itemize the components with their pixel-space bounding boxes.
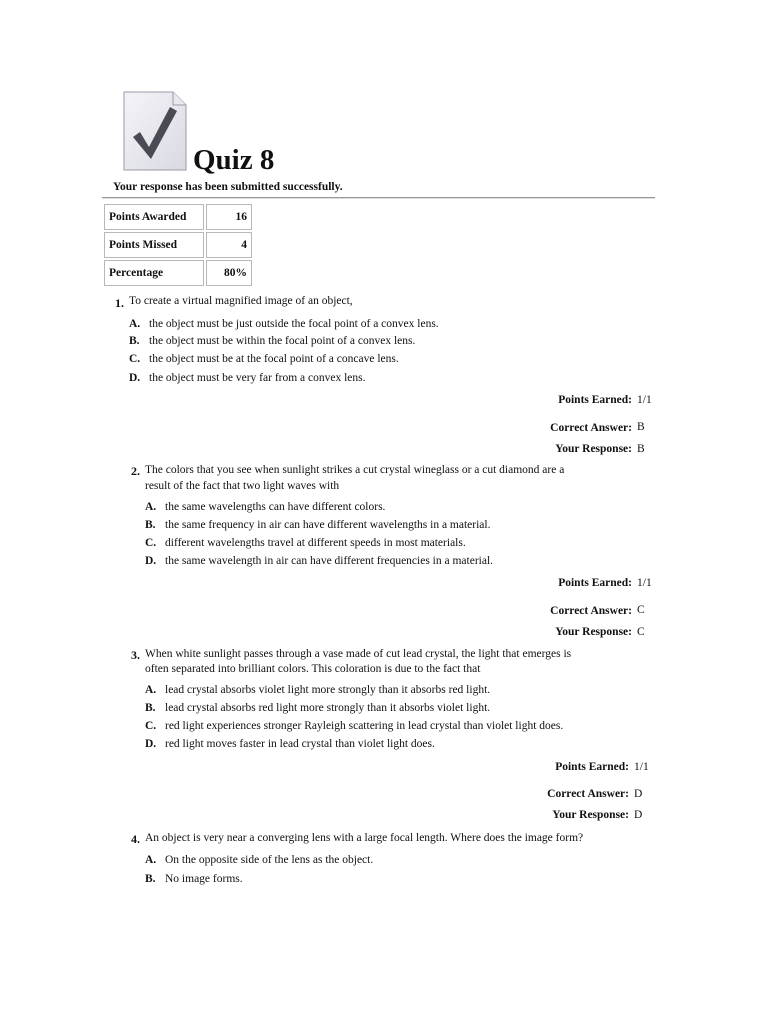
points-earned-value: 1/1 bbox=[634, 761, 649, 773]
option-text: No image forms. bbox=[165, 873, 243, 885]
option-letter: B. bbox=[145, 702, 156, 714]
option-text: the same wavelengths can have different colors. bbox=[165, 501, 386, 513]
option-text: the same wavelength in air can have different frequencies in a material. bbox=[165, 555, 494, 567]
option-text: red light experiences stronger Rayleigh scattering in lead crystal than violet light does. bbox=[165, 720, 564, 732]
your-response-value: B bbox=[637, 443, 645, 455]
question-number: 1. bbox=[115, 296, 124, 310]
score-table bbox=[102, 202, 254, 288]
points-earned-label: Points Earned: bbox=[558, 577, 632, 589]
option-letter: A. bbox=[129, 318, 141, 330]
score-row bbox=[104, 232, 252, 258]
submission-message: Your response has been submitted successfully. bbox=[113, 181, 343, 193]
question-text: To create a virtual magnified image of an object, bbox=[129, 295, 353, 307]
option-letter: A. bbox=[145, 854, 157, 866]
option-text: the object must be very far from a convex lens. bbox=[149, 372, 366, 384]
your-response-label: Your Response: bbox=[552, 809, 629, 821]
option-text: lead crystal absorbs red light more strongly than it absorbs violet light. bbox=[165, 702, 491, 714]
score-label: Points Missed bbox=[104, 232, 204, 258]
correct-answer-value: C bbox=[637, 604, 645, 616]
checkmark-document-icon bbox=[123, 91, 187, 171]
score-label: Points Awarded bbox=[104, 204, 204, 230]
option-text: the object must be just outside the focal point of a convex lens. bbox=[149, 318, 439, 330]
points-earned-value: 1/1 bbox=[637, 394, 652, 406]
option-text: On the opposite side of the lens as the object. bbox=[165, 854, 374, 866]
question-number: 4. bbox=[131, 832, 140, 846]
points-earned-label: Points Earned: bbox=[555, 761, 629, 773]
score-row bbox=[104, 260, 252, 286]
option-letter: A. bbox=[145, 684, 157, 696]
score-value: 80% bbox=[206, 260, 252, 286]
correct-answer-value: B bbox=[637, 421, 645, 433]
correct-answer-label: Correct Answer: bbox=[547, 788, 629, 800]
divider bbox=[102, 197, 655, 199]
correct-answer-label: Correct Answer: bbox=[550, 605, 632, 617]
question-number: 2. bbox=[131, 464, 140, 478]
points-earned-value: 1/1 bbox=[637, 577, 652, 589]
option-letter: D. bbox=[129, 372, 141, 384]
question-number: 3. bbox=[131, 648, 140, 662]
option-letter: B. bbox=[145, 519, 156, 531]
option-text: the same frequency in air can have different wavelengths in a material. bbox=[165, 519, 491, 531]
option-text: the object must be within the focal point of a convex lens. bbox=[149, 335, 416, 347]
your-response-value: D bbox=[634, 809, 643, 821]
correct-answer-label: Correct Answer: bbox=[550, 422, 632, 434]
question-text: An object is very near a converging lens with a large focal length. Where does the image form? bbox=[145, 832, 584, 844]
option-text: the object must be at the focal point of a concave lens. bbox=[149, 353, 399, 365]
question-text: often separated into brilliant colors. This coloration is due to the fact that bbox=[145, 663, 481, 675]
option-text: red light moves faster in lead crystal than violet light does. bbox=[165, 738, 435, 750]
your-response-label: Your Response: bbox=[555, 626, 632, 638]
option-letter: B. bbox=[145, 873, 156, 885]
option-letter: A. bbox=[145, 501, 157, 513]
your-response-value: C bbox=[637, 626, 645, 638]
option-letter: D. bbox=[145, 738, 157, 750]
option-text: different wavelengths travel at different speeds in most materials. bbox=[165, 537, 466, 549]
question-text: When white sunlight passes through a vase made of cut lead crystal, the light that emerges is bbox=[145, 648, 572, 660]
correct-answer-value: D bbox=[634, 788, 643, 800]
your-response-label: Your Response: bbox=[555, 443, 632, 455]
score-row bbox=[104, 204, 252, 230]
option-letter: C. bbox=[129, 353, 141, 365]
points-earned-label: Points Earned: bbox=[558, 394, 632, 406]
question-text: result of the fact that two light waves with bbox=[145, 480, 340, 492]
option-letter: C. bbox=[145, 720, 157, 732]
page-title: Quiz 8 bbox=[193, 144, 275, 176]
option-letter: D. bbox=[145, 555, 157, 567]
score-value: 16 bbox=[206, 204, 252, 230]
score-value: 4 bbox=[206, 232, 252, 258]
option-letter: B. bbox=[129, 335, 140, 347]
question-text: The colors that you see when sunlight strikes a cut crystal wineglass or a cut diamond are a bbox=[145, 464, 565, 476]
option-text: lead crystal absorbs violet light more strongly than it absorbs red light. bbox=[165, 684, 491, 696]
option-letter: C. bbox=[145, 537, 157, 549]
score-label: Percentage bbox=[104, 260, 204, 286]
